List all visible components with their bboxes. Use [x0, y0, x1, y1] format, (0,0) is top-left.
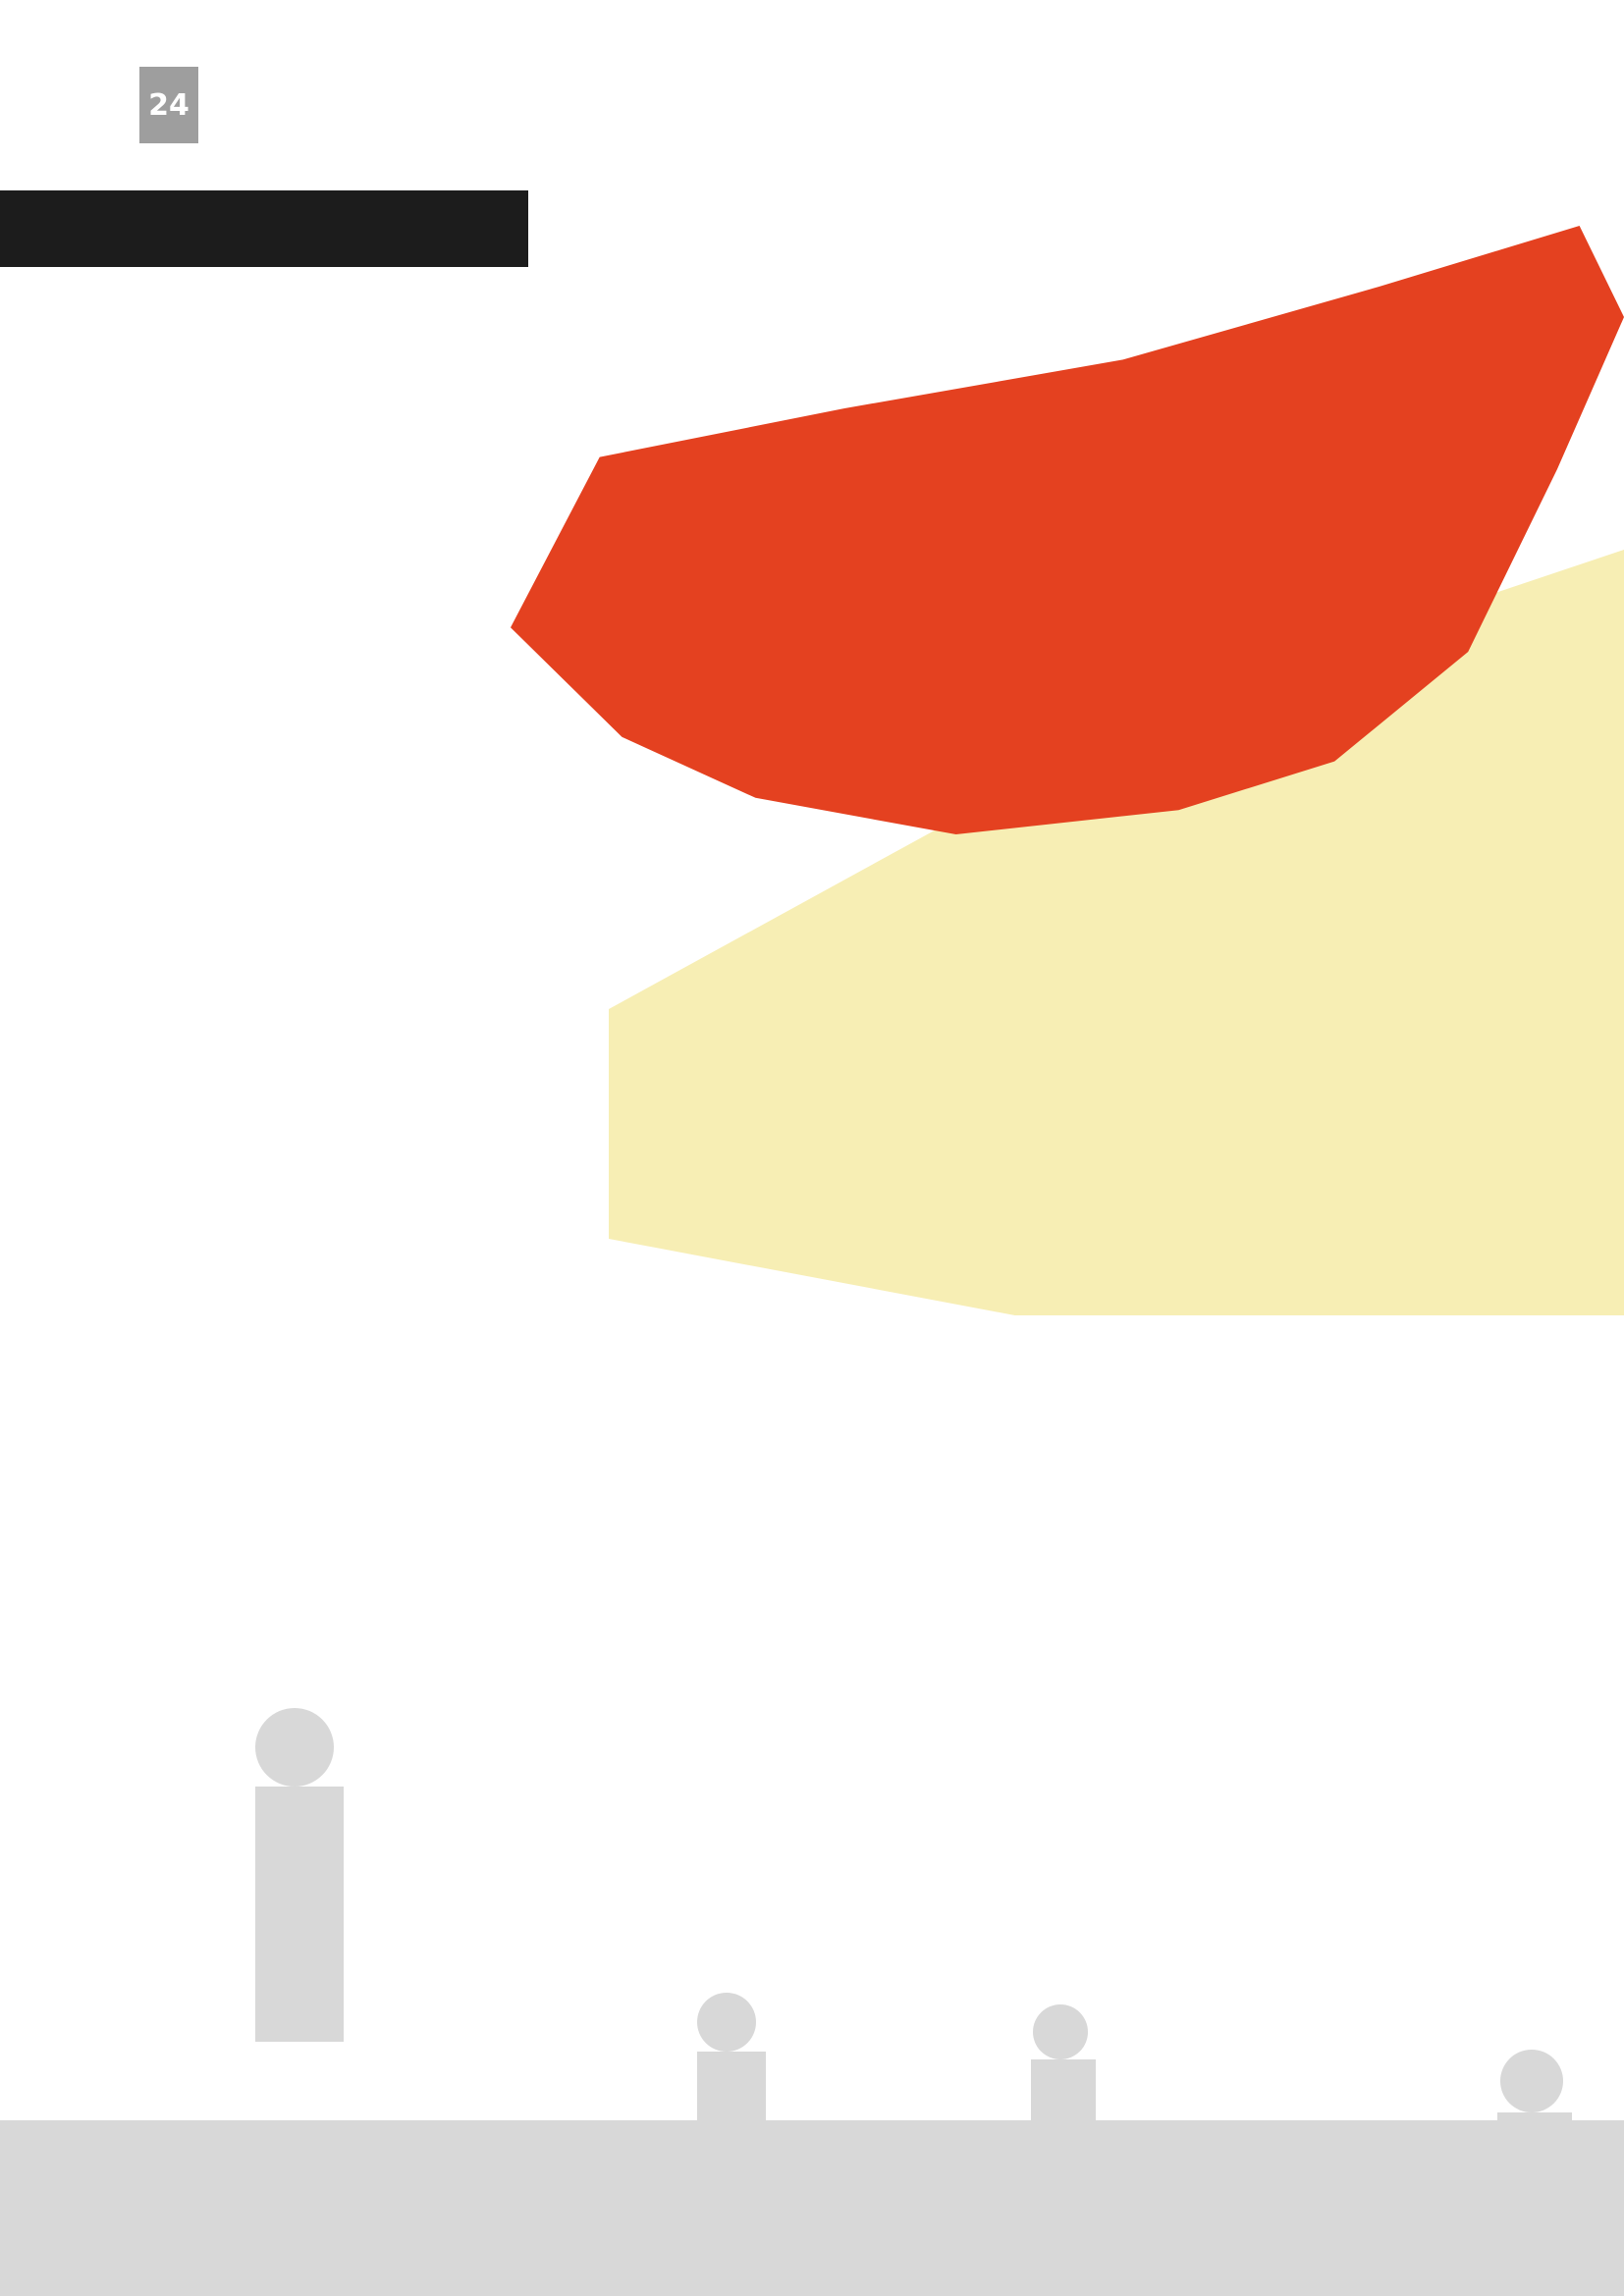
silhouette-body: [697, 2052, 766, 2199]
silhouette-head: [255, 1708, 334, 1787]
headline: [628, 510, 1492, 766]
silhouette-head: [1033, 2004, 1088, 2059]
soldier-silhouettes-illustration: [0, 1610, 1624, 2296]
intro-line: [169, 285, 1308, 326]
silhouette-body: [1031, 2059, 1096, 2197]
silhouette-head: [697, 1993, 756, 2052]
ground-shape: [0, 2120, 1624, 2296]
headline-line: [628, 510, 1492, 638]
section-label: [139, 210, 513, 249]
silhouette-body: [255, 1787, 344, 2042]
page-number: 24: [139, 67, 198, 143]
silhouette-body: [1497, 2112, 1572, 2269]
silhouette-head: [1500, 2050, 1563, 2112]
headline-line: [628, 638, 1492, 766]
